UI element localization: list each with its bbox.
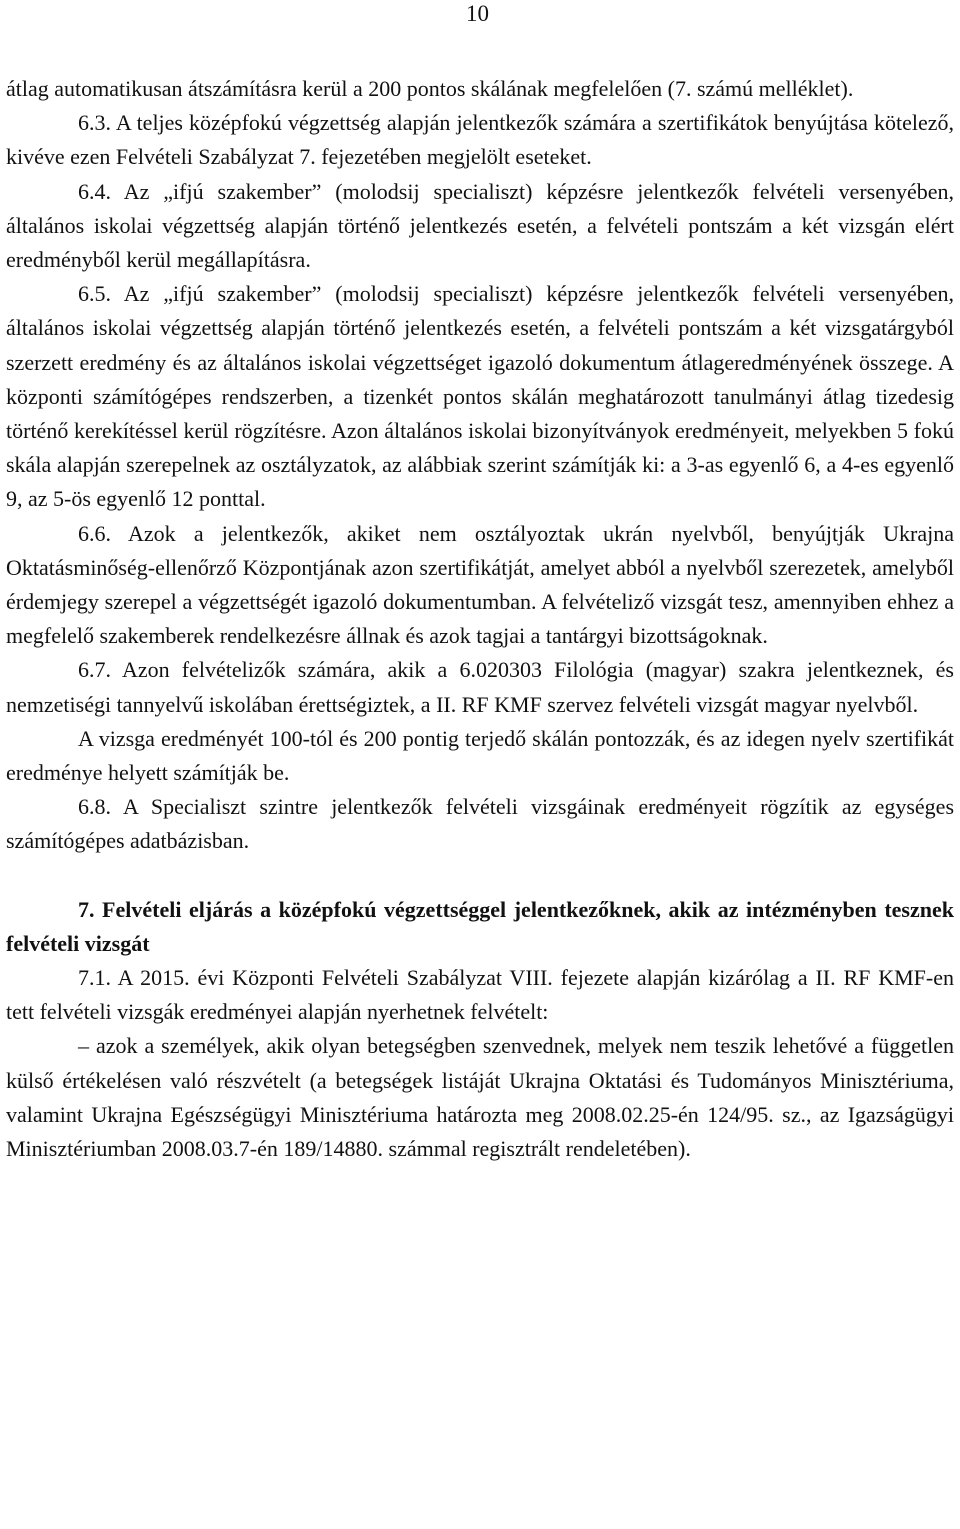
para-6-7: 6.7. Azon felvételizők számára, akik a 6.020303 Filológia (magyar) szakra jelentkeznek, és nemzetiségi tannyelvű iskolában érettségiztek, a II. RF KMF szervez felvételi vizsgát magyar nyelvből. xyxy=(6,657,954,717)
para-6-6: 6.6. Azok a jelentkezők, akiket nem osztályoztak ukrán nyelvből, benyújtják Ukrajna Oktatásminőség-ellenőrző Központjának azon szertifikátját, amelyet abból a nyelvből szerezetek, amelyből érdemjegy szerepel a végzettségét igazoló dokumentumban. A felvételiző vizsgát tesz, amennyiben ehhez a megfelelő szakemberek rendelkezésre állnak és azok tagjai a tantárgyi bizottságoknak. xyxy=(6,520,954,649)
para-7-1: 7.1. A 2015. évi Központi Felvételi Szabályzat VIII. fejezete alapján kizárólag a II. RF KMF-en tett felvételi vizsgák eredményei alapján nyerhetnek felvételt: xyxy=(6,965,954,1025)
para-6-8: 6.8. A Specialiszt szintre jelentkezők felvételi vizsgáinak eredményeit rögzítik az egységes számítógépes adatbázisban. xyxy=(6,794,954,854)
section-7-heading: 7. Felvételi eljárás a középfokú végzettséggel jelentkezőknek, akik az intézményben tesznek felvételi vizsgát xyxy=(6,896,954,956)
para-continuation: átlag automatikusan átszámításra kerül a 200 pontos skálának megfelelően (7. számú melléklet). xyxy=(6,76,854,101)
para-6-7-b: A vizsga eredményét 100-tól és 200 pontig terjedő skálán pontozzák, és az idegen nyelv szertifikát eredménye helyett számítják be. xyxy=(6,725,954,786)
section-gap xyxy=(6,859,954,893)
para-6-5: 6.5. Az „ifjú szakember” (molodsij specialiszt) képzésre jelentkezők felvételi versenyében, általános iskolai végzettség alapján történő jelentkezés esetén, a felvételi pontszám a két vizsgatárgyból szerzett eredmény és az általános iskolai végzettséget igazoló dokumentum átlageredményének összege. A központi számítógépes rendszerben, a tizenkét pontos skálán meghatározott tanulmányi átlag tizedesig történő kerekítéssel kerül rögzítésre. Azon általános iskolai bizonyítványok eredményeit, melyekben 5 fokú skála alapján szerepelnek az osztályzatok, az alábbiak szerint számítják ki: a 3-as egyenlő 6, a 4-es egyenlő 9, az 5-ös egyenlő 12 ponttal. xyxy=(6,281,954,512)
para-6-3: 6.3. A teljes középfokú végzettség alapján jelentkezők számára a szertifikátok benyújtása kötelező, kivéve ezen Felvételi Szabályzat 7. fejezetében megjelölt eseteket. xyxy=(6,110,954,170)
para-6-4: 6.4. Az „ifjú szakember” (molodsij specialiszt) képzésre jelentkezők felvételi versenyében, általános iskolai végzettség alapján történő jelentkezés esetén, a felvételi pontszám a két vizsgán elért eredményből kerül megállapításra. xyxy=(6,178,954,273)
document-body xyxy=(6,72,954,1166)
page-number: 10 xyxy=(466,1,489,26)
para-7-1-item-1: – azok a személyek, akik olyan betegségben szenvednek, melyek nem teszik lehetővé a független külső értékelésen való részvételt (a betegségek listáját Ukrajna Oktatási és Tudományos Minisztériuma, valamint Ukrajna Egészségügyi Minisztériuma határozta meg 2008.02.25-én 124/95. sz., az Igazságügyi Minisztériumban 2008.03.7-én 189/14880. számmal regisztrált rendeletében). xyxy=(6,1033,954,1162)
